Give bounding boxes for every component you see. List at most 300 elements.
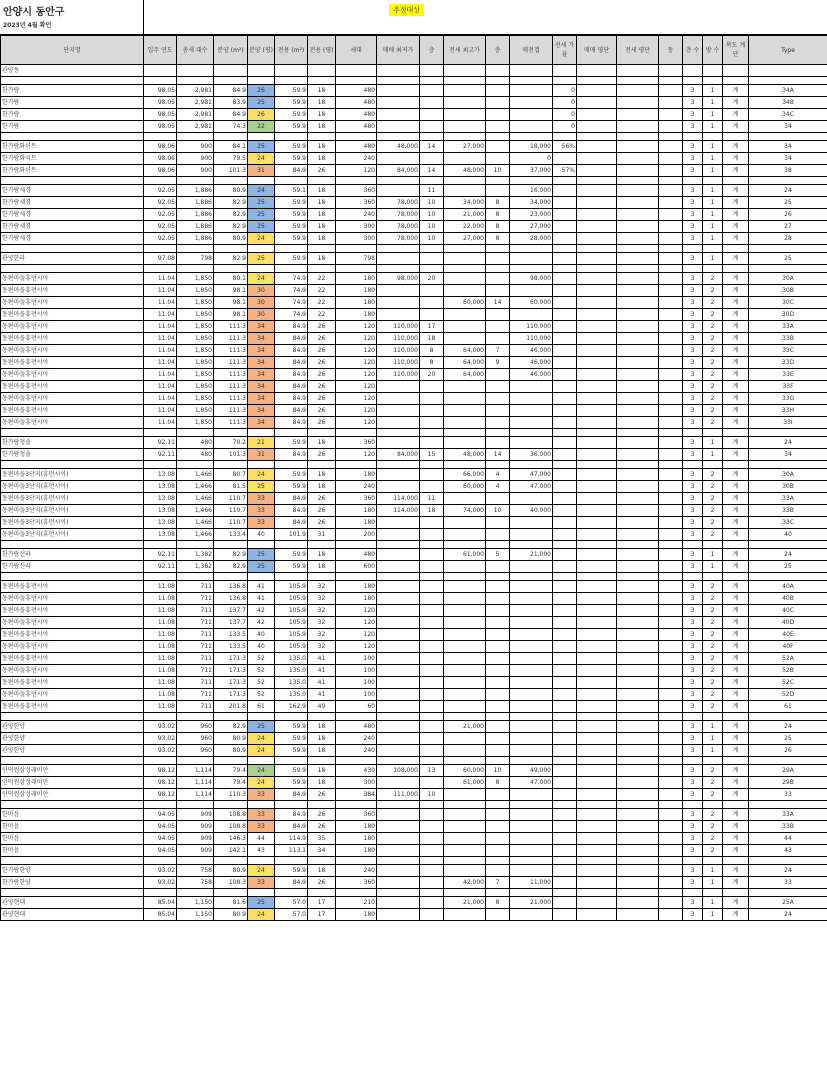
empty-cell	[248, 857, 275, 865]
table-row	[1, 405, 827, 417]
table-cell: 26	[749, 209, 827, 221]
table-cell: 18	[308, 865, 336, 877]
table-cell: 3	[683, 85, 703, 97]
table-cell: 24	[248, 865, 275, 877]
table-cell: 101.3	[214, 165, 248, 177]
table-row	[1, 617, 827, 629]
table-cell: 98.06	[144, 141, 177, 153]
table-cell	[510, 529, 553, 541]
table-cell: 110,000	[510, 321, 553, 333]
empty-cell	[377, 429, 420, 437]
empty-cell	[444, 177, 486, 185]
complex-name-cell: 동편마을휴먼시아	[1, 689, 144, 701]
table-cell: 22	[248, 121, 275, 133]
complex-name-cell: 동편마을휴먼시아	[1, 393, 144, 405]
table-cell: 24	[749, 721, 827, 733]
table-cell: 34	[248, 381, 275, 393]
table-cell: 758	[177, 865, 214, 877]
table-cell: 110.7	[214, 505, 248, 517]
table-cell: 98.12	[144, 765, 177, 777]
table-cell: 1	[703, 221, 723, 233]
table-cell	[659, 845, 683, 857]
table-row	[1, 865, 827, 877]
complex-name-cell: 동편마을휴먼시아	[1, 405, 144, 417]
table-cell: 8	[420, 357, 444, 369]
table-cell: 32	[308, 617, 336, 629]
table-cell: 26	[308, 809, 336, 821]
table-cell	[659, 721, 683, 733]
table-cell	[444, 253, 486, 265]
table-cell: 52D	[749, 689, 827, 701]
empty-cell	[749, 857, 827, 865]
table-cell: 11.08	[144, 581, 177, 593]
empty-cell	[336, 177, 377, 185]
table-cell: 26	[749, 745, 827, 757]
table-cell	[510, 733, 553, 745]
table-cell: 92.05	[144, 185, 177, 197]
empty-cell	[377, 889, 420, 897]
table-cell	[486, 273, 510, 285]
table-cell: 26	[308, 449, 336, 461]
table-cell	[486, 97, 510, 109]
empty-cell	[308, 801, 336, 809]
table-cell: 24	[248, 185, 275, 197]
table-cell	[486, 909, 510, 921]
table-cell: 계	[723, 437, 749, 449]
table-cell: 2	[703, 517, 723, 529]
table-cell: 34C	[749, 109, 827, 121]
table-cell: 3	[683, 809, 703, 821]
table-cell	[577, 321, 617, 333]
table-cell: 2,981	[177, 97, 214, 109]
table-cell	[553, 345, 577, 357]
table-cell	[377, 309, 420, 321]
table-cell	[377, 517, 420, 529]
complex-name-cell: 한가람세경	[1, 185, 144, 197]
empty-cell	[336, 461, 377, 469]
empty-cell	[248, 133, 275, 141]
column-header: 층	[486, 36, 510, 65]
table-cell	[553, 789, 577, 801]
table-cell: 계	[723, 209, 749, 221]
empty-cell	[377, 573, 420, 581]
table-cell	[486, 393, 510, 405]
table-cell: 1	[703, 561, 723, 573]
table-cell: 3	[683, 845, 703, 857]
table-cell: 61	[248, 701, 275, 713]
table-cell: 105.9	[275, 641, 308, 653]
table-cell: 10	[420, 209, 444, 221]
table-cell: 11.04	[144, 369, 177, 381]
empty-cell	[749, 133, 827, 141]
table-cell: 18	[308, 209, 336, 221]
table-cell: 1,466	[177, 493, 214, 505]
table-cell: 1,466	[177, 481, 214, 493]
table-cell	[553, 745, 577, 757]
complex-name-cell: 한가람화이트	[1, 141, 144, 153]
table-cell	[377, 629, 420, 641]
table-cell	[420, 65, 444, 77]
empty-cell	[486, 573, 510, 581]
table-cell: 210	[336, 897, 377, 909]
table-cell: 3	[683, 561, 703, 573]
table-cell	[486, 689, 510, 701]
complex-name-cell: 동편마을휴먼시아	[1, 417, 144, 429]
table-cell: 2	[703, 765, 723, 777]
table-cell: 1,850	[177, 381, 214, 393]
table-cell	[659, 629, 683, 641]
table-cell: 3	[683, 865, 703, 877]
empty-cell	[703, 889, 723, 897]
table-cell: 120	[336, 321, 377, 333]
table-cell: 3	[683, 393, 703, 405]
empty-cell	[144, 461, 177, 469]
table-cell: 4	[486, 481, 510, 493]
table-cell	[420, 121, 444, 133]
table-cell	[377, 665, 420, 677]
table-cell: 120	[336, 381, 377, 393]
table-cell: 48,000	[377, 141, 420, 153]
empty-cell	[683, 889, 703, 897]
table-cell: 31	[308, 529, 336, 541]
table-cell: 64,000	[444, 357, 486, 369]
table-cell	[577, 221, 617, 233]
table-cell: 0	[553, 97, 577, 109]
group-spacer-row	[1, 541, 827, 549]
empty-cell	[444, 541, 486, 549]
empty-cell	[510, 429, 553, 437]
empty-cell	[577, 573, 617, 581]
empty-cell	[248, 757, 275, 765]
table-cell: 24	[248, 233, 275, 245]
table-cell: 84.9	[214, 109, 248, 121]
table-cell: 3	[683, 701, 703, 713]
table-cell	[553, 653, 577, 665]
table-cell	[486, 789, 510, 801]
table-cell	[617, 141, 659, 153]
table-cell	[617, 153, 659, 165]
table-row	[1, 233, 827, 245]
table-cell: 3	[683, 517, 703, 529]
table-cell: 13.08	[144, 469, 177, 481]
table-cell	[553, 765, 577, 777]
table-cell: 2	[703, 581, 723, 593]
empty-cell	[617, 265, 659, 273]
table-cell	[420, 865, 444, 877]
table-cell: 14	[486, 297, 510, 309]
table-cell: 2	[703, 677, 723, 689]
table-cell	[510, 517, 553, 529]
table-cell: 18	[308, 469, 336, 481]
table-cell	[553, 221, 577, 233]
complex-name-cell: 한가람	[1, 121, 144, 133]
empty-cell	[444, 801, 486, 809]
table-cell: 900	[177, 153, 214, 165]
table-cell: 11.08	[144, 605, 177, 617]
table-cell: 85.04	[144, 897, 177, 909]
complex-name-cell: 한가람세경	[1, 197, 144, 209]
table-cell: 180	[336, 309, 377, 321]
table-cell: 2	[703, 641, 723, 653]
table-cell	[486, 561, 510, 573]
table-cell: 36,000	[510, 449, 553, 461]
table-cell: 80.9	[214, 185, 248, 197]
empty-cell	[553, 573, 577, 581]
table-cell	[420, 481, 444, 493]
table-cell	[377, 833, 420, 845]
table-cell	[577, 437, 617, 449]
table-cell: 9	[486, 357, 510, 369]
table-row	[1, 309, 827, 321]
table-cell: 계	[723, 629, 749, 641]
table-cell: 34	[749, 121, 827, 133]
table-cell	[420, 285, 444, 297]
table-row	[1, 665, 827, 677]
table-cell	[377, 909, 420, 921]
table-cell: 1,850	[177, 333, 214, 345]
table-cell: 43	[749, 845, 827, 857]
table-cell: 계	[723, 309, 749, 321]
table-cell	[659, 393, 683, 405]
table-cell	[577, 381, 617, 393]
table-cell: 11.08	[144, 641, 177, 653]
table-cell	[659, 297, 683, 309]
empty-cell	[177, 757, 214, 765]
table-cell: 2	[703, 309, 723, 321]
table-cell: 3	[683, 745, 703, 757]
table-cell: 84,000	[377, 165, 420, 177]
empty-cell	[703, 857, 723, 865]
table-cell: 16,000	[510, 185, 553, 197]
table-cell: 18	[308, 85, 336, 97]
table-cell: 111.3	[214, 405, 248, 417]
empty-cell	[617, 573, 659, 581]
table-cell	[420, 833, 444, 845]
empty-cell	[444, 265, 486, 273]
empty-cell	[749, 757, 827, 765]
table-cell	[510, 97, 553, 109]
table-cell: 137.7	[214, 617, 248, 629]
table-cell	[577, 677, 617, 689]
empty-cell	[144, 429, 177, 437]
table-cell: 3	[683, 285, 703, 297]
table-cell	[617, 185, 659, 197]
table-cell	[553, 481, 577, 493]
table-cell: 계	[723, 417, 749, 429]
table-cell: 계	[723, 517, 749, 529]
table-row	[1, 789, 827, 801]
table-cell	[577, 449, 617, 461]
table-cell	[577, 505, 617, 517]
table-cell: 101.9	[275, 529, 308, 541]
table-cell: 59.9	[275, 197, 308, 209]
table-cell	[377, 97, 420, 109]
table-cell: 계	[723, 549, 749, 561]
complex-name-cell: 동편마을휴먼시아	[1, 629, 144, 641]
table-cell: 계	[723, 641, 749, 653]
table-cell	[377, 677, 420, 689]
table-cell	[486, 721, 510, 733]
table-cell: 111,000	[377, 789, 420, 801]
table-cell: 11.08	[144, 593, 177, 605]
table-cell: 26	[308, 357, 336, 369]
table-cell	[577, 297, 617, 309]
table-cell: 25	[749, 561, 827, 573]
table-cell: 3	[683, 677, 703, 689]
table-cell: 110.7	[214, 493, 248, 505]
table-cell	[486, 617, 510, 629]
complex-name-cell: 동편마을3단지(휴먼시아)	[1, 493, 144, 505]
empty-cell	[659, 713, 683, 721]
table-cell: 계	[723, 393, 749, 405]
table-cell: 28,000	[510, 233, 553, 245]
table-cell: 43	[248, 845, 275, 857]
table-cell: 31	[248, 165, 275, 177]
complex-name-cell: 동편마을휴먼시아	[1, 617, 144, 629]
column-header: 층	[420, 36, 444, 65]
table-cell	[617, 561, 659, 573]
table-cell: 1	[703, 253, 723, 265]
table-cell: 7	[486, 345, 510, 357]
table-cell	[444, 641, 486, 653]
empty-cell	[486, 889, 510, 897]
table-cell: 44	[749, 833, 827, 845]
table-cell: 1,382	[177, 561, 214, 573]
empty-cell	[723, 177, 749, 185]
table-cell: 114.9	[275, 833, 308, 845]
complex-name-cell: 동편마을휴먼시아	[1, 309, 144, 321]
table-cell	[659, 481, 683, 493]
table-cell	[553, 665, 577, 677]
empty-cell	[1, 429, 144, 437]
table-cell: 3	[683, 617, 703, 629]
table-cell	[444, 121, 486, 133]
table-cell	[510, 437, 553, 449]
table-cell	[510, 405, 553, 417]
table-cell	[577, 821, 617, 833]
table-cell	[659, 733, 683, 745]
table-cell	[510, 833, 553, 845]
table-cell	[683, 65, 703, 77]
complex-name-cell: 동편마을3단지(휴먼시아)	[1, 517, 144, 529]
empty-cell	[420, 177, 444, 185]
empty-cell	[486, 133, 510, 141]
table-cell	[577, 733, 617, 745]
empty-cell	[420, 757, 444, 765]
complex-name-cell: 동편마을3단지(휴먼시아)	[1, 481, 144, 493]
table-row	[1, 581, 827, 593]
table-cell: 960	[177, 733, 214, 745]
table-cell: 1,114	[177, 777, 214, 789]
table-row	[1, 745, 827, 757]
table-cell: 22	[308, 285, 336, 297]
table-cell	[377, 121, 420, 133]
table-cell: 18	[308, 765, 336, 777]
complex-name-cell: 한마음	[1, 833, 144, 845]
table-cell: 18	[308, 561, 336, 573]
table-cell	[377, 605, 420, 617]
table-cell	[444, 153, 486, 165]
table-cell	[703, 65, 723, 77]
complex-name-cell: 동편마을휴먼시아	[1, 297, 144, 309]
table-cell: 1,114	[177, 789, 214, 801]
table-cell	[248, 65, 275, 77]
table-cell	[659, 109, 683, 121]
table-cell: 120	[336, 641, 377, 653]
table-cell: 430	[336, 765, 377, 777]
table-cell: 25	[248, 141, 275, 153]
empty-cell	[723, 133, 749, 141]
table-cell: 93.02	[144, 877, 177, 889]
empty-cell	[248, 801, 275, 809]
table-cell	[659, 617, 683, 629]
table-cell	[553, 381, 577, 393]
empty-cell	[553, 77, 577, 85]
table-cell: 110,000	[377, 369, 420, 381]
table-cell: 10	[420, 789, 444, 801]
table-cell: 1,150	[177, 897, 214, 909]
table-cell: 3	[683, 381, 703, 393]
table-cell: 59.9	[275, 733, 308, 745]
column-header: 분양 (m²)	[214, 36, 248, 65]
table-cell	[444, 381, 486, 393]
table-cell: 59.9	[275, 561, 308, 573]
table-cell	[577, 405, 617, 417]
empty-cell	[444, 713, 486, 721]
table-cell: 24	[749, 549, 827, 561]
empty-cell	[617, 429, 659, 437]
table-cell: 80.9	[214, 865, 248, 877]
table-cell	[420, 417, 444, 429]
table-cell: 83.9	[214, 97, 248, 109]
table-cell: 2	[703, 617, 723, 629]
table-cell: 3	[683, 345, 703, 357]
table-row	[1, 221, 827, 233]
column-header: 층 수	[683, 36, 703, 65]
table-cell	[444, 405, 486, 417]
table-cell: 1	[703, 897, 723, 909]
table-cell: 14	[420, 141, 444, 153]
empty-cell	[703, 77, 723, 85]
table-cell	[553, 153, 577, 165]
table-cell	[444, 909, 486, 921]
table-cell: 24	[749, 437, 827, 449]
table-cell: 171.3	[214, 665, 248, 677]
table-cell	[577, 701, 617, 713]
table-cell: 계	[723, 141, 749, 153]
table-cell: 98.1	[214, 309, 248, 321]
table-cell: 1	[703, 745, 723, 757]
empty-cell	[486, 757, 510, 765]
title-cell	[0, 0, 144, 34]
table-cell	[577, 493, 617, 505]
table-cell	[510, 617, 553, 629]
complex-name-cell: 동편마을3단지(휴먼시아)	[1, 469, 144, 481]
table-cell	[420, 897, 444, 909]
empty-cell	[510, 757, 553, 765]
table-cell	[659, 437, 683, 449]
table-cell: 180	[336, 297, 377, 309]
empty-cell	[577, 133, 617, 141]
empty-cell	[444, 133, 486, 141]
table-cell: 1,886	[177, 209, 214, 221]
table-cell	[377, 641, 420, 653]
table-row	[1, 549, 827, 561]
empty-cell	[336, 429, 377, 437]
table-cell: 3	[683, 481, 703, 493]
table-row	[1, 109, 827, 121]
table-cell: 22	[308, 273, 336, 285]
